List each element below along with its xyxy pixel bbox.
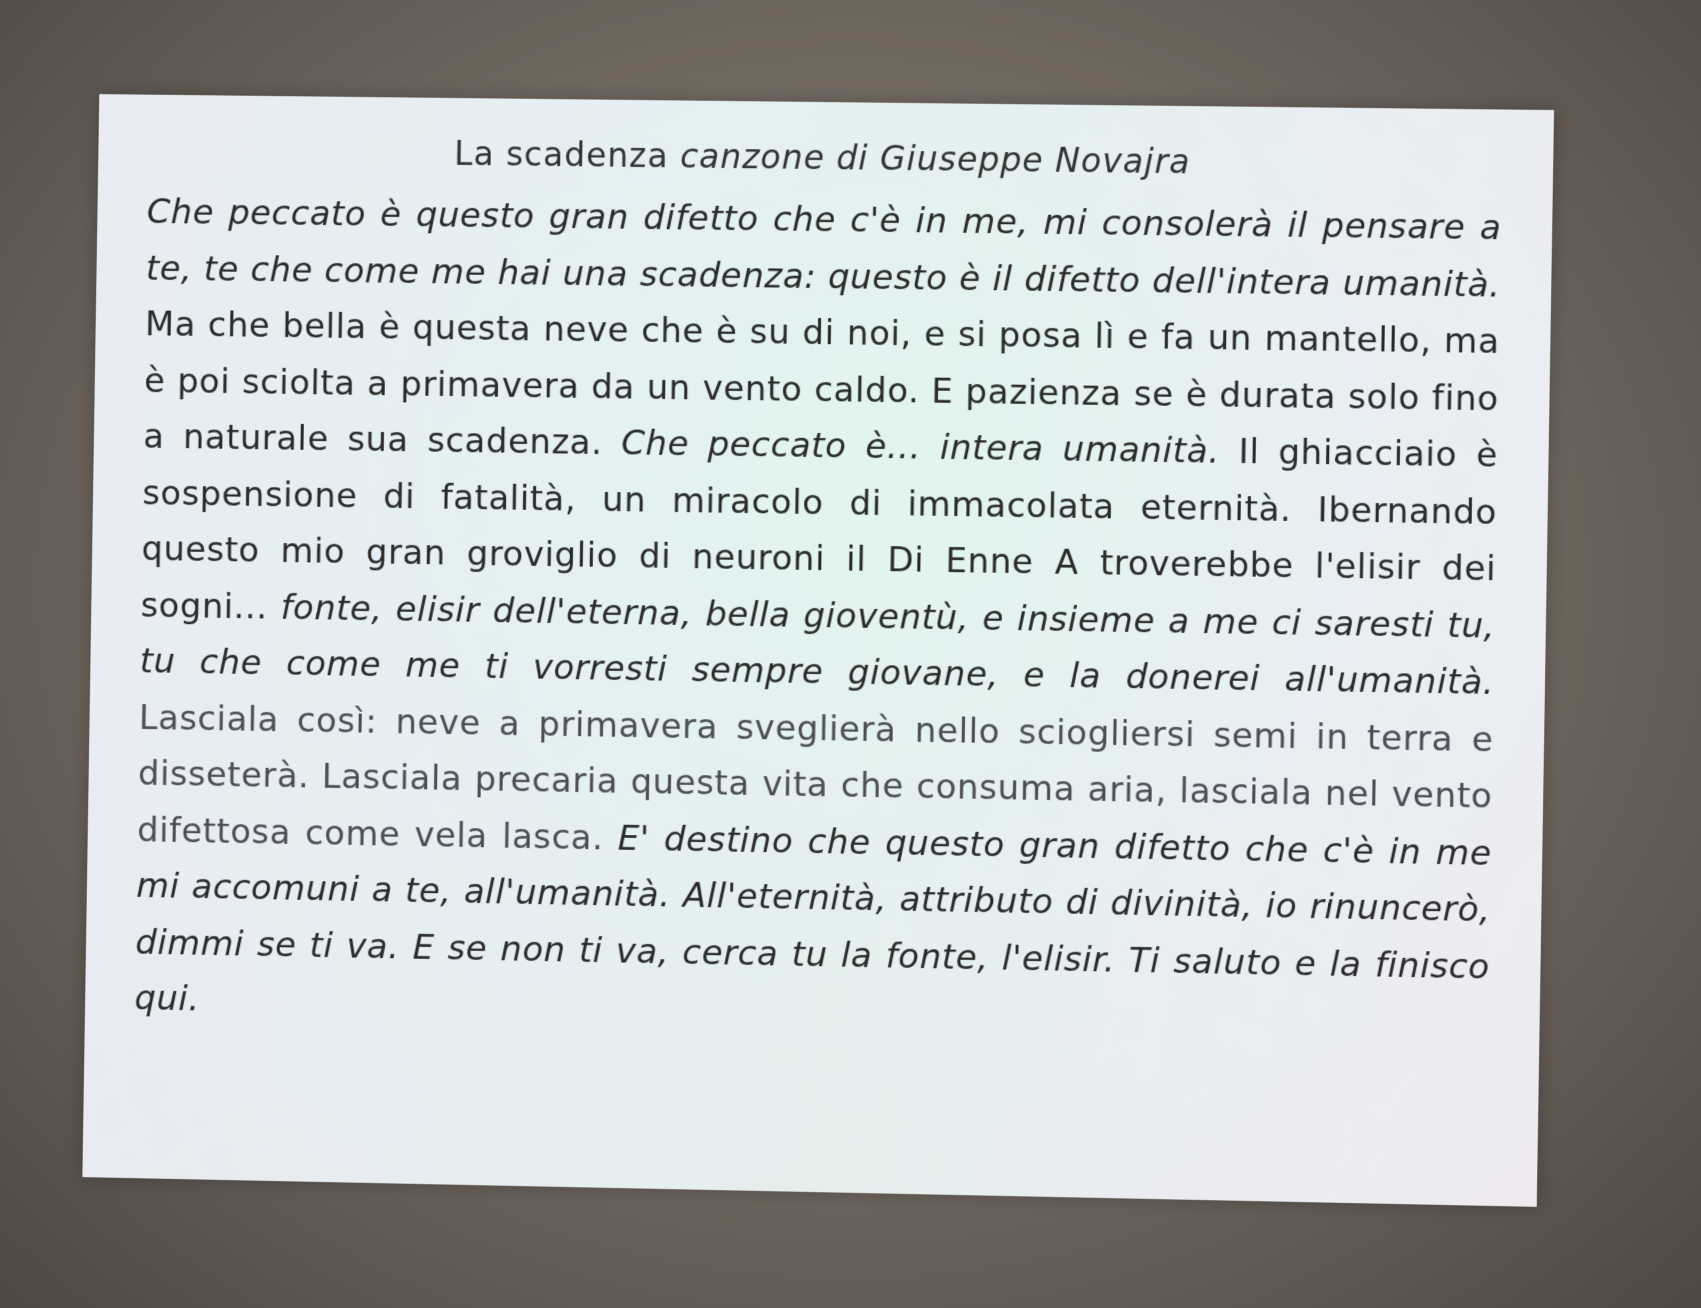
lyrics-segment: Il ghiacciaio è sospensione di fatalità, un miracolo di immacolata eternità. Ibernando questo mio gran groviglio di neuroni il Di Enne A troverebbe l'elisir dei sogni...	[140, 431, 1499, 628]
lyrics-paragraph	[134, 184, 1502, 1052]
song-title: La scadenza	[453, 133, 669, 176]
lyrics-segment: Che peccato è... intera umanità.	[620, 423, 1221, 472]
lyrics-segment: E' destino che questo gran difetto che c'è in me mi accomuni a te, all'umanità. All'eternità, attributo di divinità, io rinuncerò, dimmi se ti va. E se non ti va, cerca tu la fonte, l'elisir. Ti saluto e la finisco qui.	[134, 818, 1493, 1020]
lyrics-segment: fonte, elisir dell'eterna, bella gioventù, e insieme a me ci saresti tu, tu che come me ti vorresti sempre giovane, e la donerei all'umanità.	[139, 587, 1496, 703]
lyrics-segment: Che peccato è questo gran difetto che c'è in me, mi consolerà il pensare a te, te che come me hai una scadenza: questo è il difetto dell'intera umanità.	[145, 192, 1502, 306]
lyrics-segment: Ma che bella è questa neve che è su di noi, e si posa lì e fa un mantello, ma è poi sciolta a primavera da un vento caldo. E pazienza se è durata solo fino a naturale sua scadenza.	[143, 304, 1501, 464]
lyrics-segment: Lasciala così: neve a primavera sveglierà nello sciogliersi semi in terra e disseterà. Lasciala precaria questa vita che consuma aria, lasciala nel vento difettosa come vela lasca.	[136, 697, 1494, 859]
projected-slide	[82, 94, 1554, 1207]
slide-title	[98, 130, 1553, 186]
song-author-line: canzone di Giuseppe Novajra	[679, 136, 1191, 182]
